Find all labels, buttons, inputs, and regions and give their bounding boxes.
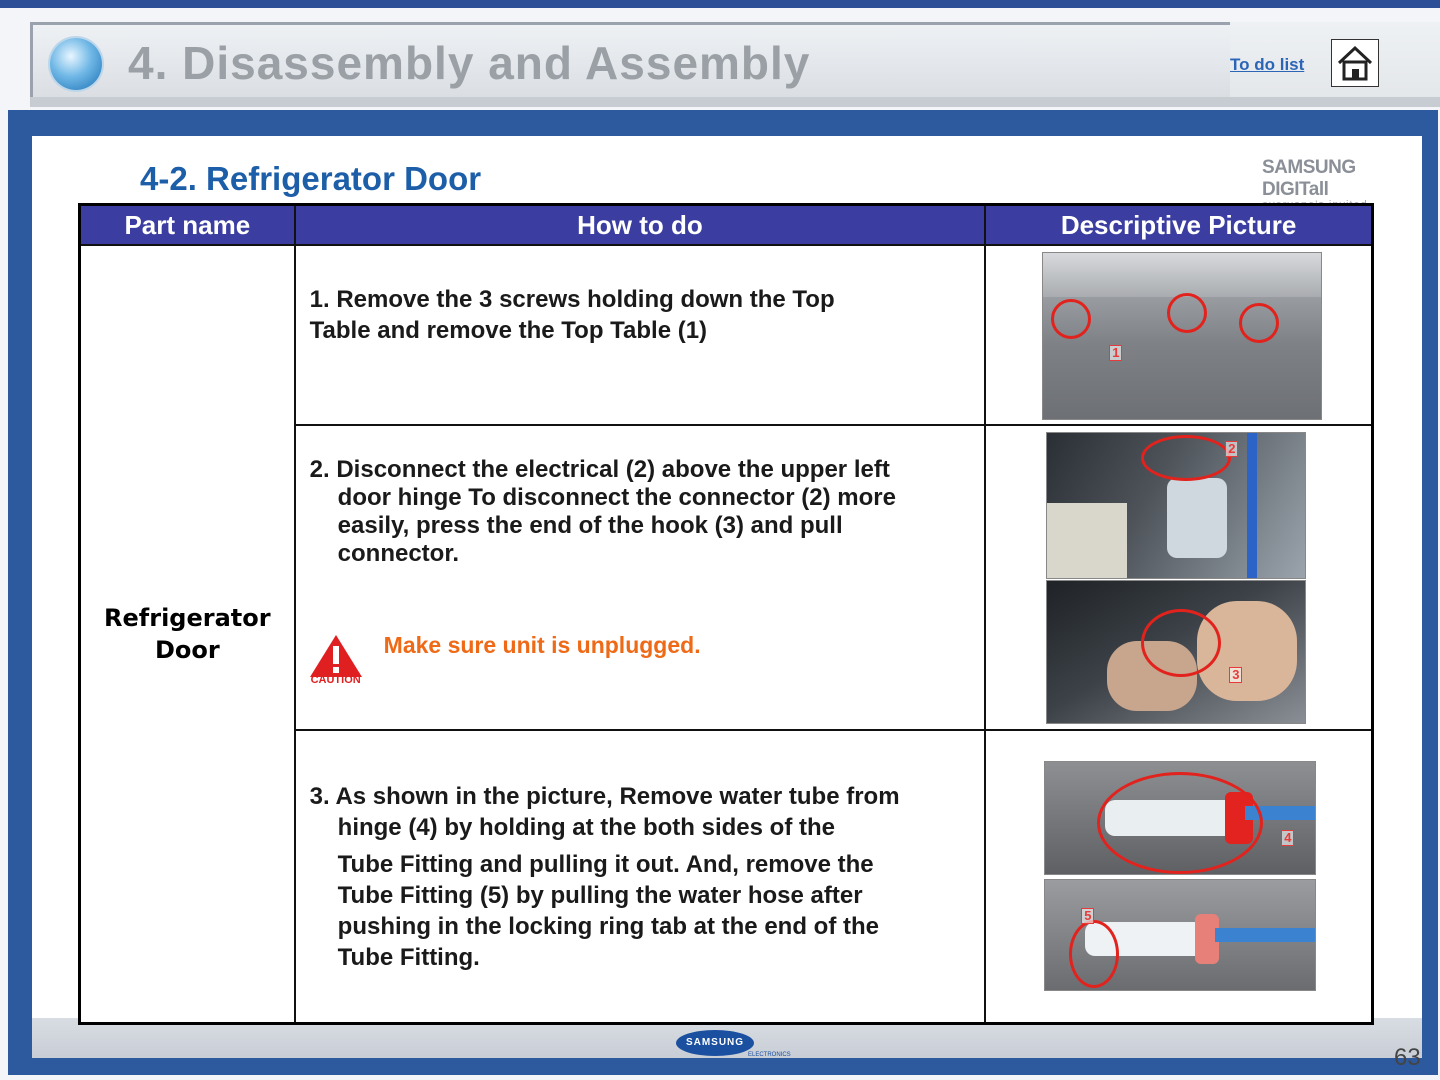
photo-label-4: 4 [1281,830,1294,846]
step-2-line: connector. [337,540,460,567]
step-3-line: Tube Fitting (5) by pulling the water hose after [337,882,863,909]
caution-label: CAUTION [310,674,361,686]
page-number: 63 [1394,1044,1421,1071]
screw-marker [1051,299,1091,339]
step-3-line: hinge (4) by holding at the both sides of the [337,814,835,841]
step-2-line: door hinge To disconnect the connector (2) more [337,484,896,511]
samsung-logo [676,1030,791,1060]
orb-icon [50,38,102,90]
samsung-logo-text: SAMSUNG [676,1030,754,1056]
step-1-line: 1. Remove the 3 screws holding down the Top [309,286,835,313]
connector-body [1167,478,1227,558]
samsung-logo-sub: ELECTRONICS [748,1052,791,1058]
step-3-line: Tube Fitting and pulling it out. And, remove the [337,851,874,878]
header-part-name: Part name [80,205,295,246]
part-name-cell [80,245,295,1024]
header-how-to-do: How to do [295,205,986,246]
hinge-bracket [1047,503,1127,578]
fitting-marker [1097,772,1263,874]
fitting-end-marker [1069,920,1119,988]
hook-photo [1046,580,1306,724]
todo-list-link[interactable]: To do list [1230,55,1305,74]
step-3-cell [295,730,986,1024]
part-name-line1: Refrigerator [104,604,271,632]
step-2-line: 2. Disconnect the electrical (2) above the upper left [309,456,890,483]
step-1-line: Table and remove the Top Table (1) [309,317,708,344]
water-hose-photo [1044,879,1316,991]
step-1-cell [295,245,986,425]
screw-marker [1239,303,1279,343]
brand-line1: SAMSUNG DIGITall [1262,157,1356,200]
photo-label-1: 1 [1109,345,1122,361]
page-title: 4. Disassembly and Assembly [128,37,811,89]
photo-label-2: 2 [1225,441,1238,457]
step-3-line: 3. As shown in the picture, Remove water tube from [309,783,900,810]
table-top-edge [1043,253,1321,297]
step-3-text [310,781,900,973]
picture-2-cell [985,425,1372,730]
step-2-line: easily, press the end of the hook (3) and pull [337,512,843,539]
table-row [80,245,1373,425]
top-table-photo [1042,252,1322,420]
picture-3-cell [985,730,1372,1024]
step-1-text [310,284,835,346]
step-3-line: pushing in the locking ring tab at the end of the [337,913,879,940]
water-hose [1215,928,1315,942]
tube-fitting-photo [1044,761,1316,875]
section-title: 4-2. Refrigerator Door [140,160,482,197]
step-2-text [310,456,896,568]
caution-icon [306,631,366,698]
picture-1-cell [985,245,1372,425]
top-strip [0,0,1440,8]
title-ribbon [30,97,1440,107]
photo-label-5: 5 [1081,908,1094,924]
part-name-line2: Door [154,636,220,664]
home-button[interactable] [1331,39,1379,87]
connector-photo [1046,432,1306,579]
photo-label-3: 3 [1229,667,1242,683]
connector-marker [1141,435,1231,481]
home-icon [1332,40,1378,86]
caution-text: Make sure unit is unplugged. [383,632,701,658]
water-line [1247,433,1257,578]
step-2-cell [295,425,986,730]
procedure-table [78,203,1374,1025]
step-3-line: Tube Fitting. [337,944,480,971]
screw-marker [1167,293,1207,333]
hook-marker [1141,609,1221,677]
table-header-row [80,205,1373,246]
header-descriptive-picture: Descriptive Picture [985,205,1372,246]
